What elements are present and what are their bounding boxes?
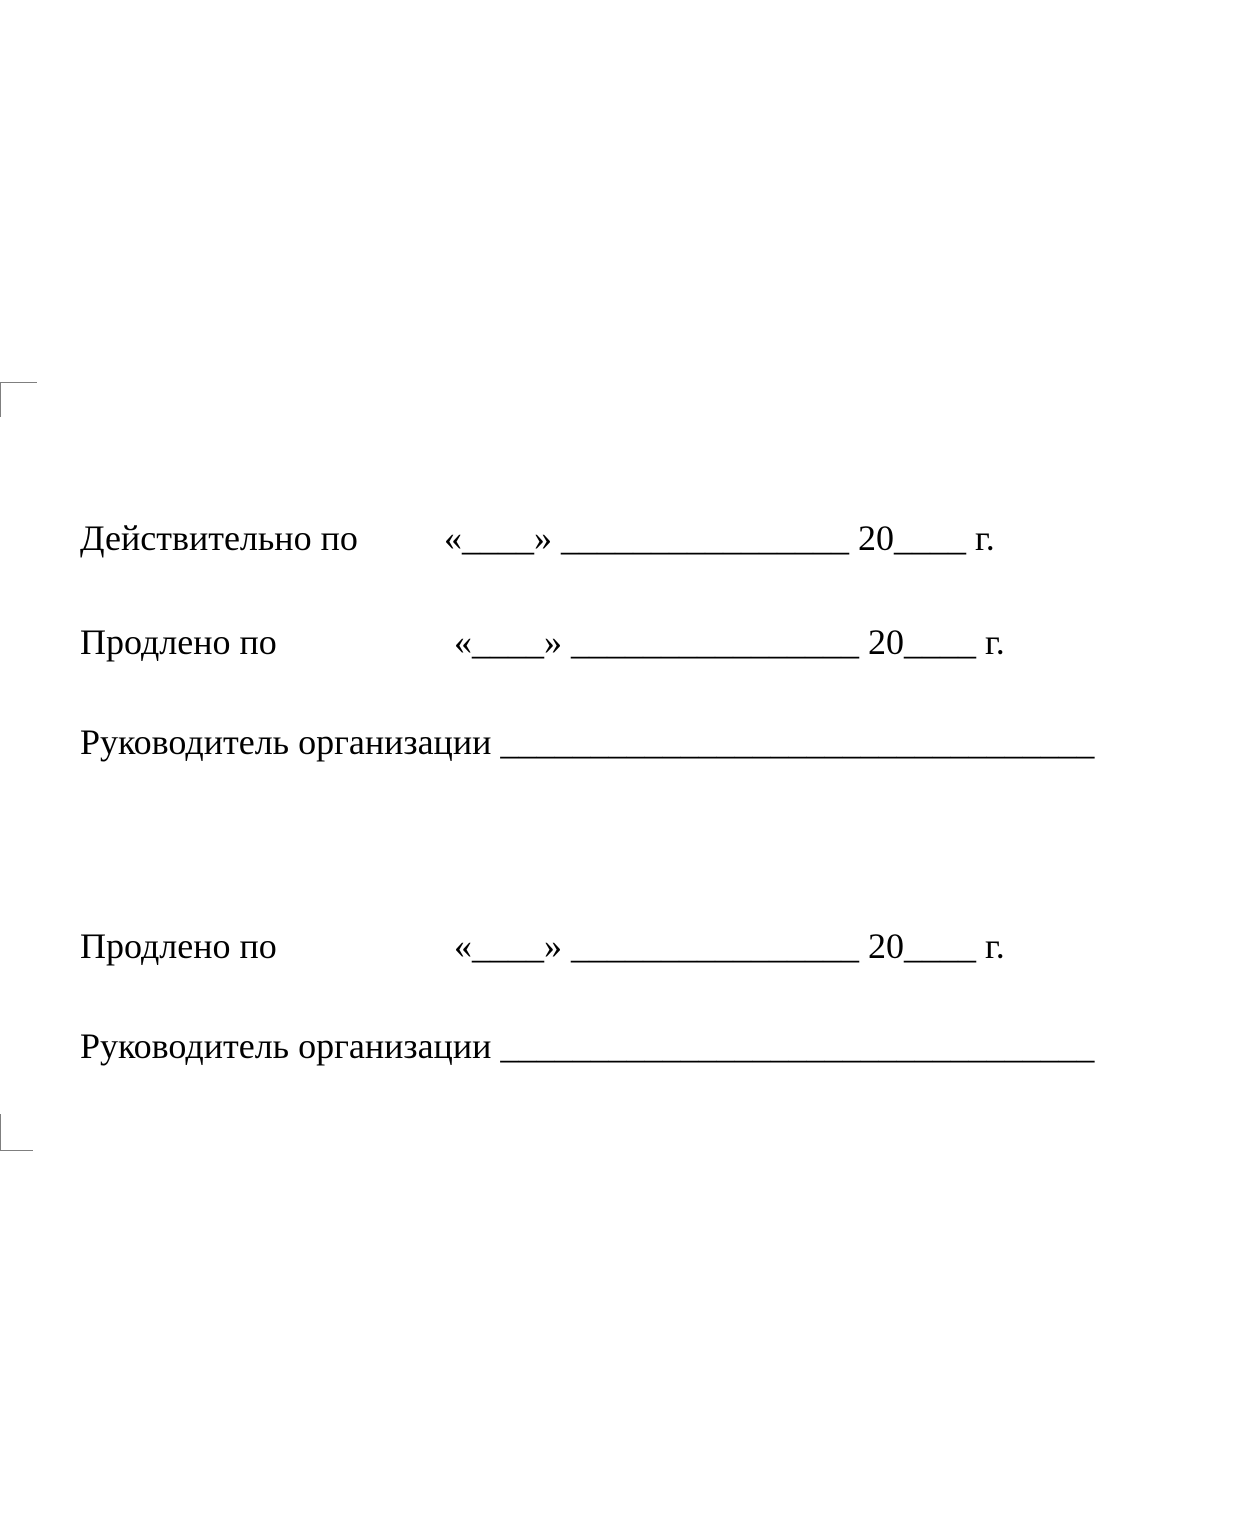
head-signature-line-2 xyxy=(62,986,1094,1066)
extended-until-line-2 xyxy=(62,886,1005,966)
extended-until-label-1: Продлено по xyxy=(80,622,277,662)
head-label-1: Руководитель организации xyxy=(80,722,492,762)
head-label-2: Руководитель организации xyxy=(80,1026,492,1066)
head-signature-field-1[interactable]: _________________________________ xyxy=(500,722,1095,762)
extended-until-label-2: Продлено по xyxy=(80,926,277,966)
extended-until-date-field-1[interactable]: «____» ________________ 20____ г. xyxy=(454,622,1005,662)
valid-until-date-field[interactable]: «____» ________________ 20____ г. xyxy=(444,518,995,558)
extended-until-line-1 xyxy=(62,582,1005,662)
valid-until-label: Действительно по xyxy=(80,518,358,558)
head-signature-line-1 xyxy=(62,682,1094,762)
crop-mark-top-left xyxy=(0,382,37,417)
extended-until-date-field-2[interactable]: «____» ________________ 20____ г. xyxy=(454,926,1005,966)
crop-mark-bottom-left xyxy=(0,1114,33,1151)
head-signature-field-2[interactable]: _________________________________ xyxy=(500,1026,1095,1066)
valid-until-line xyxy=(62,478,995,558)
